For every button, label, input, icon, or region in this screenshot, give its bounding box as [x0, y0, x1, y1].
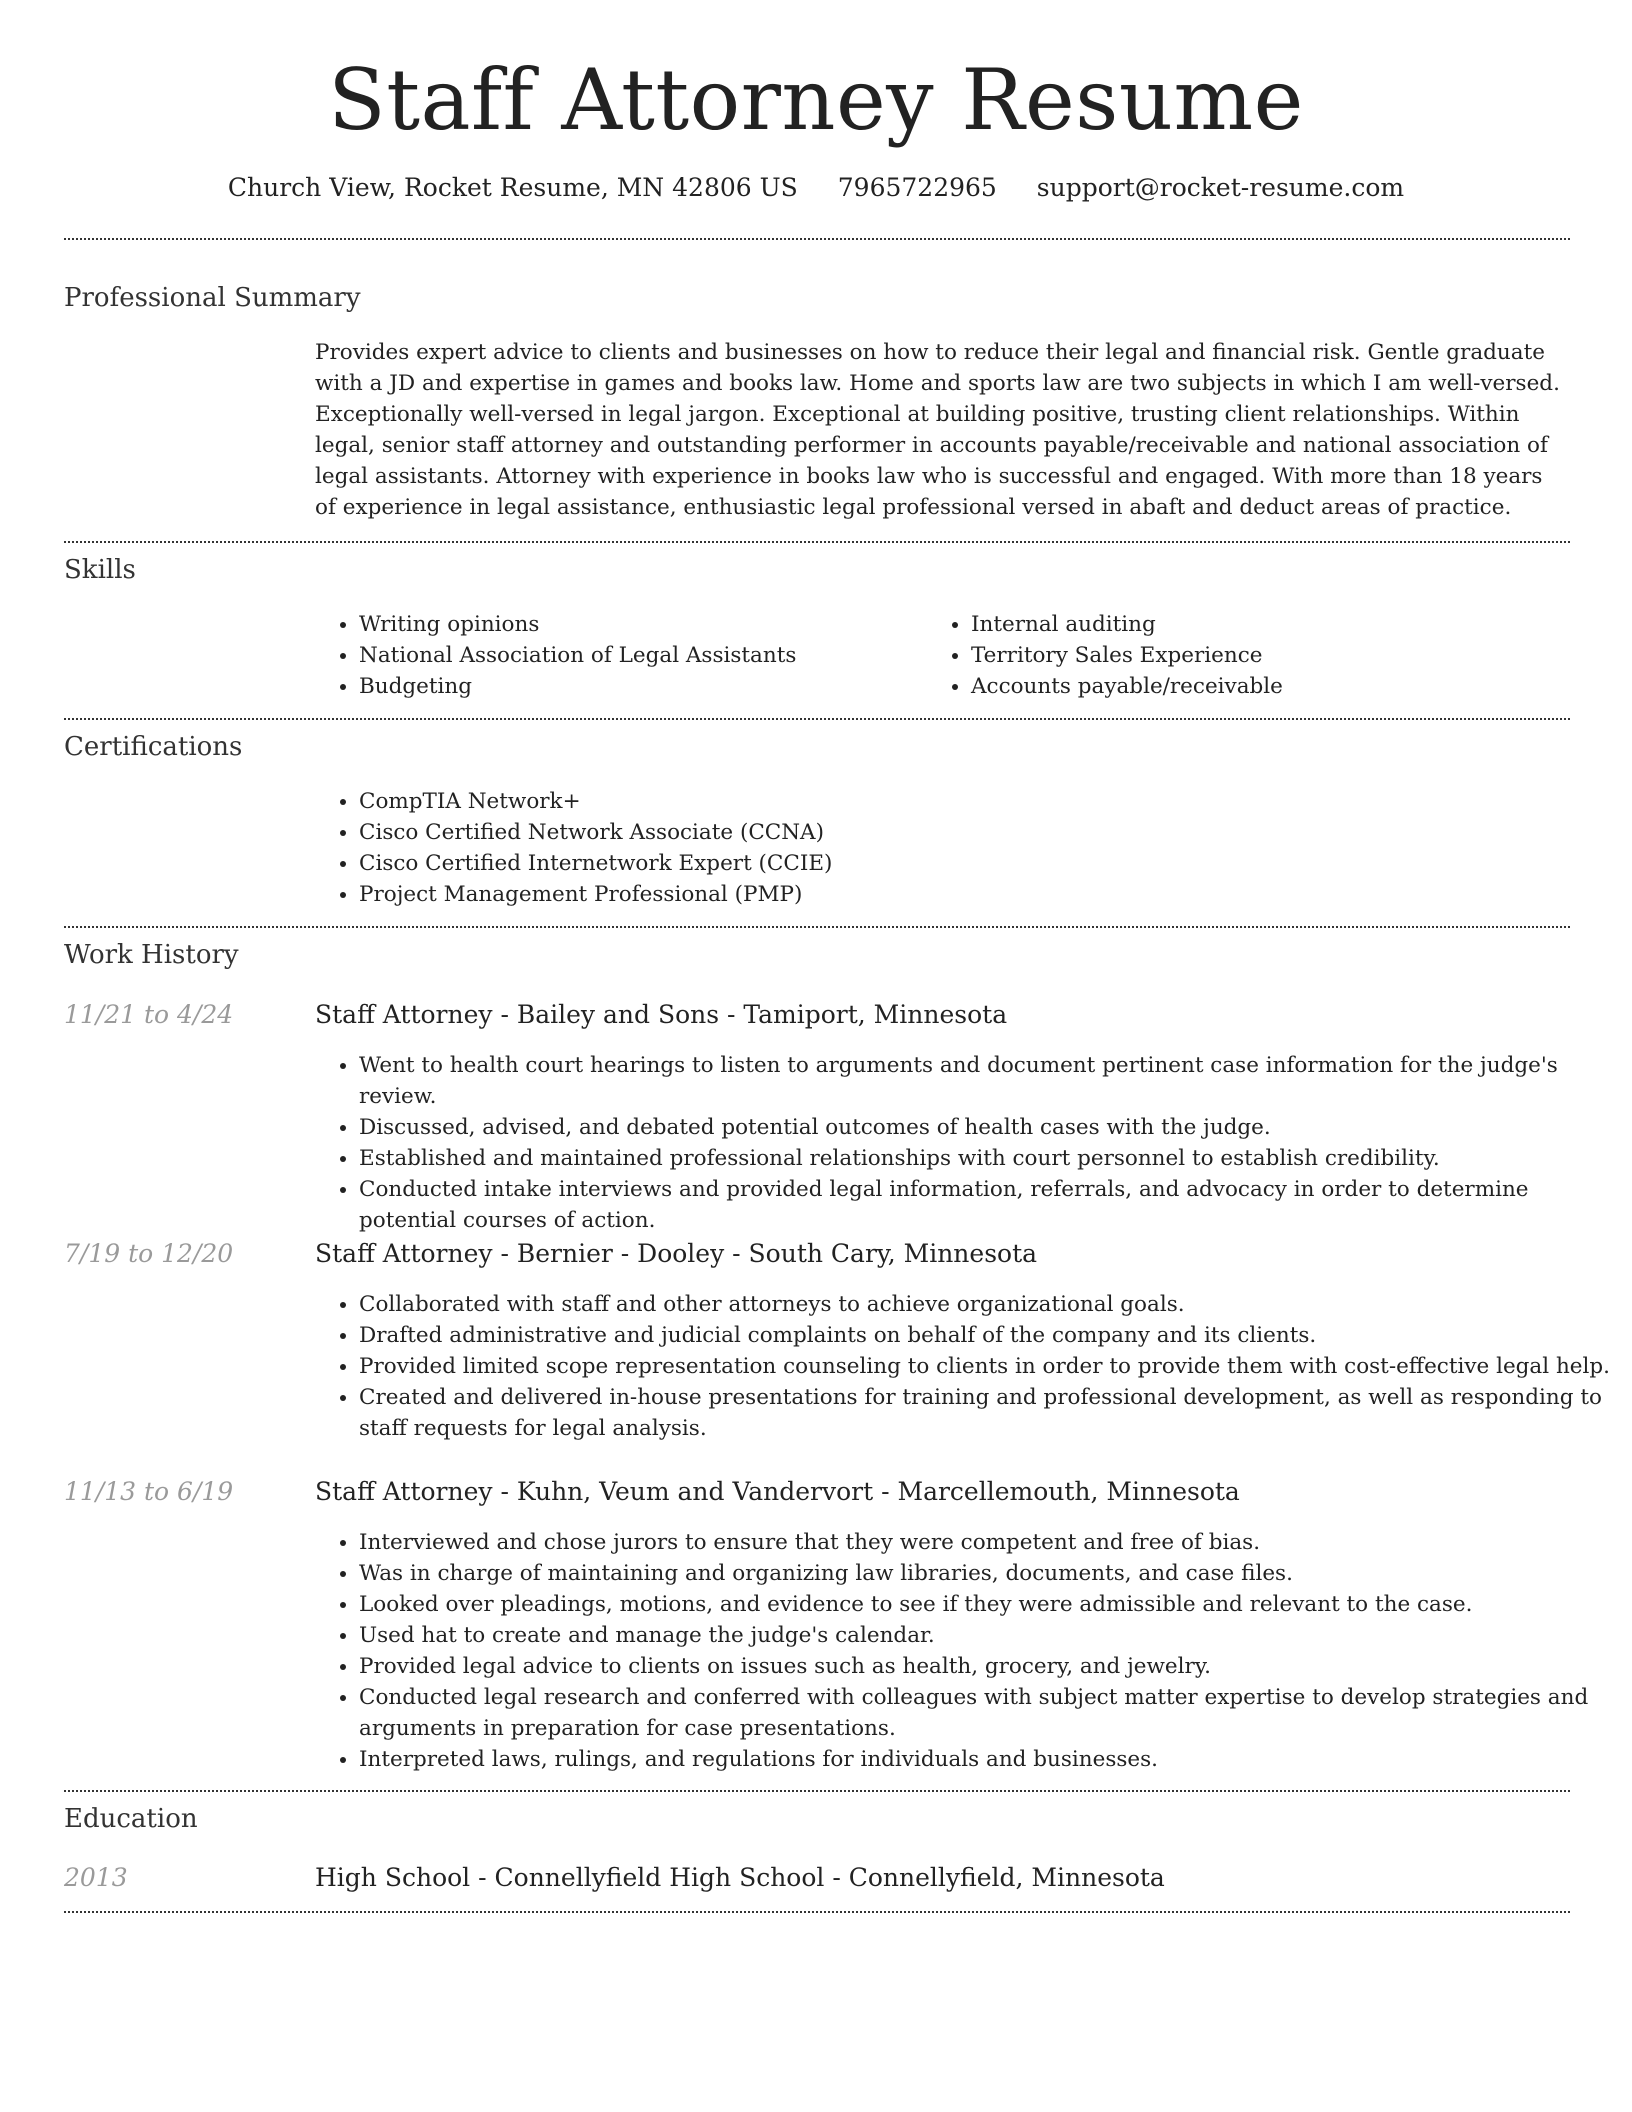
- job-title: Staff Attorney - Bernier - Dooley - South Cary, Minnesota: [315, 1239, 1038, 1268]
- section-divider: [64, 1911, 1570, 1913]
- section-divider: [64, 541, 1570, 543]
- certification-item: • Cisco Certified Internetwork Expert (CCIE): [359, 848, 1559, 879]
- skills-list-right: [927, 609, 1571, 702]
- job-bullets: [315, 1527, 1614, 1775]
- job-bullet: • Interviewed and chose jurors to ensure that they were competent and free of bias.: [359, 1527, 1614, 1558]
- job-dates: 11/21 to 4/24: [64, 1000, 234, 1029]
- certifications-list: [315, 786, 1559, 910]
- job-bullet: • Conducted legal research and conferred with colleagues with subject matter expertise to develop strategies and arguments in preparation for case presentations.: [359, 1682, 1614, 1744]
- contact-line: [0, 170, 1632, 206]
- job-bullet: • Was in charge of maintaining and organizing law libraries, documents, and case files.: [359, 1558, 1614, 1589]
- contact-address: Church View, Rocket Resume, MN 42806 US: [227, 173, 798, 202]
- job-bullet: • Conducted intake interviews and provided legal information, referrals, and advocacy in order to determine potential courses of action.: [359, 1174, 1614, 1236]
- education-heading: Education: [64, 1804, 198, 1834]
- summary-text: Provides expert advice to clients and businesses on how to reduce their legal and financial risk. Gentle graduate with a JD and expertise in games and books law. Home and sports law are two subjects in which I am well-versed. Exceptionally well-versed in legal jargon. Exceptional at building positive, trusting client relationships. Within legal, senior staff attorney and outstanding performer in accounts payable/receivable and national association of legal assistants. Attorney with experience in books law who is successful and engaged. With more than 18 years of experience in legal assistance, enthusiastic legal professional versed in abaft and deduct areas of practice.: [315, 340, 1560, 520]
- job-bullets: [315, 1289, 1614, 1444]
- job-bullets: [315, 1050, 1614, 1236]
- work-history-heading: Work History: [64, 940, 239, 970]
- skill-item: • Territory Sales Experience: [971, 640, 1571, 671]
- job-bullet: • Established and maintained professional relationships with court personnel to establish credibility.: [359, 1143, 1614, 1174]
- job-bullet: • Discussed, advised, and debated potential outcomes of health cases with the judge.: [359, 1112, 1614, 1143]
- contact-email: support@rocket-resume.com: [1036, 173, 1405, 202]
- section-divider: [64, 238, 1570, 240]
- job-bullet: • Created and delivered in-house presentations for training and professional development, as well as responding to staff requests for legal analysis.: [359, 1382, 1614, 1444]
- skill-item: • Internal auditing: [971, 609, 1571, 640]
- skills-heading: Skills: [64, 555, 136, 585]
- certifications-heading: Certifications: [64, 732, 243, 762]
- job-bullet: • Collaborated with staff and other attorneys to achieve organizational goals.: [359, 1289, 1614, 1320]
- skill-item: • Accounts payable/receivable: [971, 671, 1571, 702]
- education-entry: High School - Connellyfield High School - Connellyfield, Minnesota: [315, 1863, 1165, 1892]
- contact-phone: 7965722965: [837, 173, 997, 202]
- skill-item: • Writing opinions: [359, 609, 919, 640]
- certification-item: • CompTIA Network+: [359, 786, 1559, 817]
- education-year: 2013: [64, 1863, 128, 1892]
- certification-item: • Project Management Professional (PMP): [359, 879, 1559, 910]
- skill-item: • National Association of Legal Assistants: [359, 640, 919, 671]
- job-dates: 11/13 to 6/19: [64, 1477, 234, 1506]
- skill-item: • Budgeting: [359, 671, 919, 702]
- section-divider: [64, 718, 1570, 720]
- job-bullet: • Interpreted laws, rulings, and regulations for individuals and businesses.: [359, 1744, 1614, 1775]
- summary-heading: Professional Summary: [64, 283, 361, 313]
- resume-title: Staff Attorney Resume: [328, 51, 1304, 149]
- job-title: Staff Attorney - Bailey and Sons - Tamiport, Minnesota: [315, 1000, 1008, 1029]
- job-title: Staff Attorney - Kuhn, Veum and Vandervort - Marcellemouth, Minnesota: [315, 1477, 1240, 1506]
- skills-list-left: [315, 609, 919, 702]
- job-bullet: • Used hat to create and manage the judge's calendar.: [359, 1620, 1614, 1651]
- section-divider: [64, 926, 1570, 928]
- certification-item: • Cisco Certified Network Associate (CCNA): [359, 817, 1559, 848]
- job-bullet: • Drafted administrative and judicial complaints on behalf of the company and its clients.: [359, 1320, 1614, 1351]
- job-bullet: • Went to health court hearings to listen to arguments and document pertinent case information for the judge's review.: [359, 1050, 1614, 1112]
- job-bullet: • Provided limited scope representation counseling to clients in order to provide them with cost-effective legal help.: [359, 1351, 1614, 1382]
- job-bullet: • Looked over pleadings, motions, and evidence to see if they were admissible and relevant to the case.: [359, 1589, 1614, 1620]
- job-bullet: • Provided legal advice to clients on issues such as health, grocery, and jewelry.: [359, 1651, 1614, 1682]
- job-dates: 7/19 to 12/20: [64, 1239, 234, 1268]
- section-divider: [64, 1790, 1570, 1792]
